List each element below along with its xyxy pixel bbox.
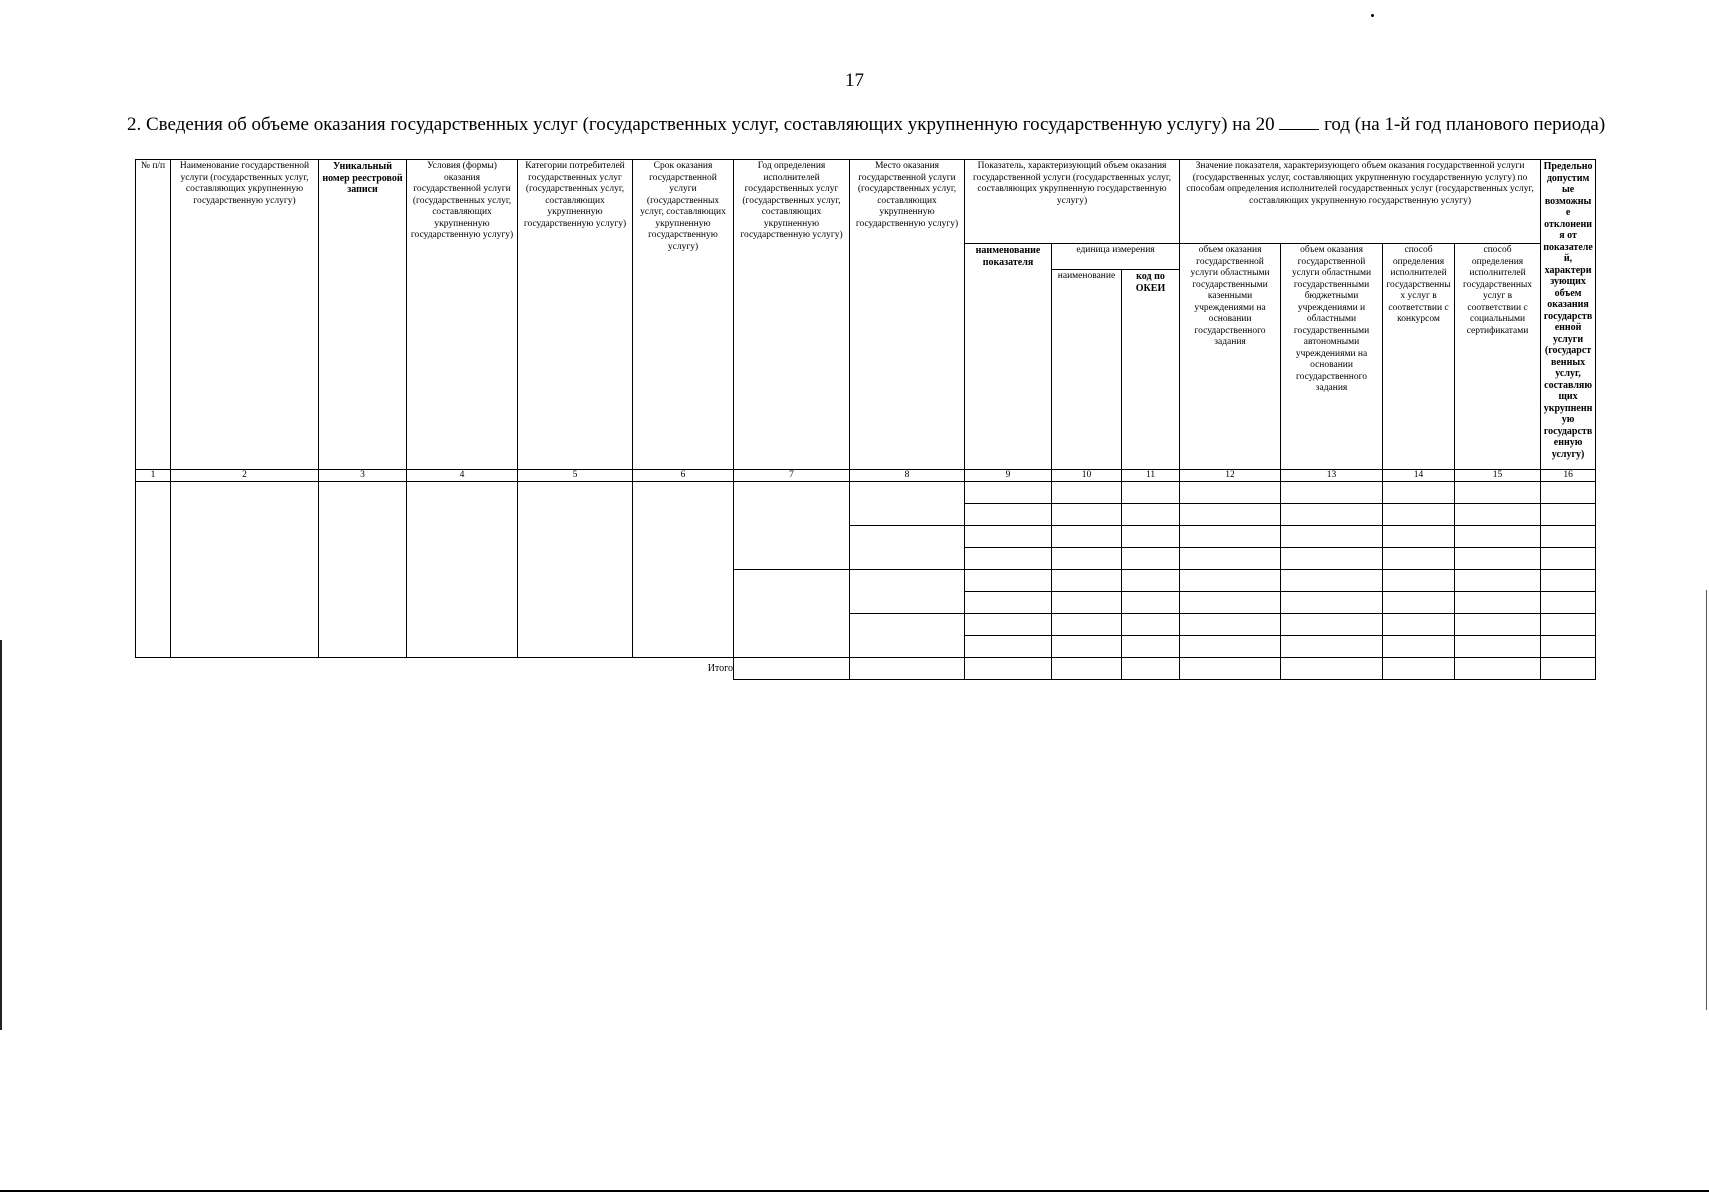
total-label: Итого bbox=[633, 658, 734, 680]
total-cell[interactable] bbox=[1383, 658, 1455, 680]
year-blank-field[interactable] bbox=[1279, 113, 1319, 130]
table-cell[interactable] bbox=[1052, 504, 1122, 526]
table-cell[interactable] bbox=[1052, 592, 1122, 614]
column-number: 13 bbox=[1281, 470, 1383, 482]
table-cell[interactable] bbox=[1180, 570, 1281, 592]
table-cell[interactable] bbox=[1455, 592, 1541, 614]
header-group-12-15: Значение показателя, характеризующего объем оказания государственной услуги (государственных услуг, составляющих укрупненную государственную услугу) по способам определения исполнителей государственных услуг (государственных услуг, составляющих укрупненную государственную услугу) bbox=[1180, 160, 1541, 244]
column-number: 12 bbox=[1180, 470, 1281, 482]
table-cell[interactable] bbox=[1281, 526, 1383, 548]
table-cell[interactable] bbox=[1180, 548, 1281, 570]
table-cell[interactable] bbox=[965, 614, 1052, 636]
header-col-9: наименование показателя bbox=[965, 244, 1052, 470]
table-cell[interactable] bbox=[1122, 636, 1180, 658]
table-cell[interactable] bbox=[1052, 570, 1122, 592]
header-col-1: № п/п bbox=[136, 160, 171, 470]
header-col-6: Срок оказания государственной услуги (государственных услуг, составляющих укрупненную государственную услугу) bbox=[633, 160, 734, 470]
total-cell[interactable] bbox=[1455, 658, 1541, 680]
column-number: 11 bbox=[1122, 470, 1180, 482]
header-col-10: наименование bbox=[1052, 270, 1122, 470]
table-cell[interactable] bbox=[1281, 504, 1383, 526]
table-cell[interactable] bbox=[1180, 482, 1281, 504]
table-cell[interactable] bbox=[1383, 482, 1455, 504]
heading-text-end: год (на 1-й год планового периода) bbox=[1324, 114, 1606, 135]
table-cell[interactable] bbox=[1052, 614, 1122, 636]
header-col-2: Наименование государственной услуги (государственных услуг, составляющих укрупненную государственную услугу) bbox=[171, 160, 319, 470]
table-cell[interactable] bbox=[1052, 548, 1122, 570]
table-cell[interactable] bbox=[1122, 482, 1180, 504]
table-cell[interactable] bbox=[1052, 526, 1122, 548]
services-volume-table bbox=[135, 159, 1596, 680]
table-cell[interactable] bbox=[1455, 526, 1541, 548]
table-cell[interactable] bbox=[1455, 548, 1541, 570]
table-cell[interactable] bbox=[407, 482, 518, 658]
table-cell[interactable] bbox=[1383, 614, 1455, 636]
table-cell[interactable] bbox=[850, 570, 965, 614]
table-cell[interactable] bbox=[319, 482, 407, 658]
column-number: 14 bbox=[1383, 470, 1455, 482]
table-cell[interactable] bbox=[965, 548, 1052, 570]
table-cell[interactable] bbox=[965, 636, 1052, 658]
table-cell[interactable] bbox=[1541, 570, 1596, 592]
total-cell[interactable] bbox=[734, 658, 850, 680]
header-col-13: объем оказания государственной услуги областными государственными бюджетными учреждениями и областными государственными автономными учреждениями на основании государственного задания bbox=[1281, 244, 1383, 470]
table-cell[interactable] bbox=[965, 592, 1052, 614]
table-cell[interactable] bbox=[1052, 636, 1122, 658]
table-cell[interactable] bbox=[1383, 636, 1455, 658]
header-col-8: Место оказания государственной услуги (государственных услуг, составляющих укрупненную государственную услугу) bbox=[850, 160, 965, 470]
table-row bbox=[136, 482, 1596, 504]
page-number: 17 bbox=[845, 70, 864, 91]
table-cell[interactable] bbox=[965, 526, 1052, 548]
column-number: 8 bbox=[850, 470, 965, 482]
table-cell[interactable] bbox=[965, 504, 1052, 526]
column-number: 6 bbox=[633, 470, 734, 482]
column-number: 10 bbox=[1052, 470, 1122, 482]
header-group-10-11: единица измерения bbox=[1052, 244, 1180, 270]
table-cell[interactable] bbox=[965, 570, 1052, 592]
table-cell[interactable] bbox=[1455, 614, 1541, 636]
column-number: 4 bbox=[407, 470, 518, 482]
header-col-11: код по ОКЕИ bbox=[1122, 270, 1180, 470]
total-cell[interactable] bbox=[1052, 658, 1122, 680]
scan-edge-mark-right bbox=[1706, 590, 1707, 1010]
table-cell[interactable] bbox=[734, 570, 850, 658]
total-cell[interactable] bbox=[1281, 658, 1383, 680]
heading-text-start: 2. Сведения об объеме оказания государственных услуг (государственных услуг, составляющих укрупненную государственную услугу) на 20 bbox=[127, 114, 1275, 135]
scan-dot bbox=[1371, 14, 1374, 17]
table-cell[interactable] bbox=[1541, 614, 1596, 636]
header-col-14: способ определения исполнителей государственных услуг в соответствии с конкурсом bbox=[1383, 244, 1455, 470]
table-cell[interactable] bbox=[850, 482, 965, 526]
table-cell[interactable] bbox=[850, 614, 965, 658]
header-col-15: способ определения исполнителей государственных услуг в соответствии с социальными сертификатами bbox=[1455, 244, 1541, 470]
table-cell[interactable] bbox=[1122, 592, 1180, 614]
table-cell[interactable] bbox=[1122, 504, 1180, 526]
table-cell[interactable] bbox=[965, 482, 1052, 504]
table-cell[interactable] bbox=[1383, 526, 1455, 548]
table-cell[interactable] bbox=[1383, 592, 1455, 614]
table-cell[interactable] bbox=[171, 482, 319, 658]
table-cell[interactable] bbox=[1383, 504, 1455, 526]
column-number: 1 bbox=[136, 470, 171, 482]
table-cell[interactable] bbox=[1122, 614, 1180, 636]
total-spacer bbox=[136, 658, 633, 680]
total-cell[interactable] bbox=[850, 658, 965, 680]
table-cell[interactable] bbox=[1281, 592, 1383, 614]
table-cell[interactable] bbox=[1122, 548, 1180, 570]
column-number: 7 bbox=[734, 470, 850, 482]
total-row bbox=[136, 658, 1596, 680]
table-cell[interactable] bbox=[1122, 570, 1180, 592]
header-col-5: Категории потребителей государственных услуг (государственных услуг, составляющих укрупненную государственную услугу) bbox=[518, 160, 633, 470]
header-col-12: объем оказания государственной услуги областными государственными казенными учреждениями на основании государственного задания bbox=[1180, 244, 1281, 470]
section-heading bbox=[127, 113, 1655, 136]
table-cell[interactable] bbox=[1541, 526, 1596, 548]
table-cell[interactable] bbox=[1281, 482, 1383, 504]
column-number: 9 bbox=[965, 470, 1052, 482]
total-cell[interactable] bbox=[1541, 658, 1596, 680]
column-number: 5 bbox=[518, 470, 633, 482]
table-cell[interactable] bbox=[1281, 570, 1383, 592]
column-numbers-row bbox=[136, 470, 1596, 482]
scan-edge-line-bottom bbox=[0, 1190, 1709, 1192]
table-cell[interactable] bbox=[1281, 636, 1383, 658]
table-cell[interactable] bbox=[1383, 548, 1455, 570]
column-number: 16 bbox=[1541, 470, 1596, 482]
header-col-16: Предельно допустимые возможные отклонения от показателей, характеризующих объем оказания государственной услуги (государственных услуг, составляющих укрупненную государственную услугу) bbox=[1541, 160, 1596, 470]
total-cell[interactable] bbox=[1180, 658, 1281, 680]
table-cell[interactable] bbox=[1180, 636, 1281, 658]
table-cell[interactable] bbox=[1180, 504, 1281, 526]
header-col-7: Год определения исполнителей государственных услуг (государственных услуг, составляющих укрупненную государственную услугу) bbox=[734, 160, 850, 470]
header-col-3: Уникальный номер реестровой записи bbox=[319, 160, 407, 470]
table-cell[interactable] bbox=[1052, 482, 1122, 504]
table-cell[interactable] bbox=[1541, 482, 1596, 504]
table-cell[interactable] bbox=[518, 482, 633, 658]
total-cell[interactable] bbox=[1122, 658, 1180, 680]
header-col-4: Условия (формы) оказания государственной услуги (государственных услуг, составляющих укрупненную государственную услугу) bbox=[407, 160, 518, 470]
table-cell[interactable] bbox=[1180, 614, 1281, 636]
table-cell[interactable] bbox=[1383, 570, 1455, 592]
column-number: 15 bbox=[1455, 470, 1541, 482]
table-cell[interactable] bbox=[1455, 570, 1541, 592]
header-group-9-11: Показатель, характеризующий объем оказания государственной услуги (государственных услуг, составляющих укрупненную государственную услугу) bbox=[965, 160, 1180, 244]
total-cell[interactable] bbox=[965, 658, 1052, 680]
scan-edge-mark-left bbox=[0, 640, 2, 1030]
table-cell[interactable] bbox=[1281, 614, 1383, 636]
table-cell[interactable] bbox=[1541, 548, 1596, 570]
table-cell[interactable] bbox=[136, 482, 171, 658]
table-cell[interactable] bbox=[1455, 636, 1541, 658]
table-cell[interactable] bbox=[1180, 592, 1281, 614]
column-number: 3 bbox=[319, 470, 407, 482]
table-cell[interactable] bbox=[1122, 526, 1180, 548]
table-cell[interactable] bbox=[1541, 592, 1596, 614]
table-cell[interactable] bbox=[633, 482, 734, 658]
table-cell[interactable] bbox=[1541, 636, 1596, 658]
table-cell[interactable] bbox=[1455, 482, 1541, 504]
table-cell[interactable] bbox=[1180, 526, 1281, 548]
table-cell[interactable] bbox=[734, 482, 850, 570]
column-number: 2 bbox=[171, 470, 319, 482]
table-cell[interactable] bbox=[1281, 548, 1383, 570]
table-cell[interactable] bbox=[1541, 504, 1596, 526]
table-cell[interactable] bbox=[850, 526, 965, 570]
table-cell[interactable] bbox=[1455, 504, 1541, 526]
